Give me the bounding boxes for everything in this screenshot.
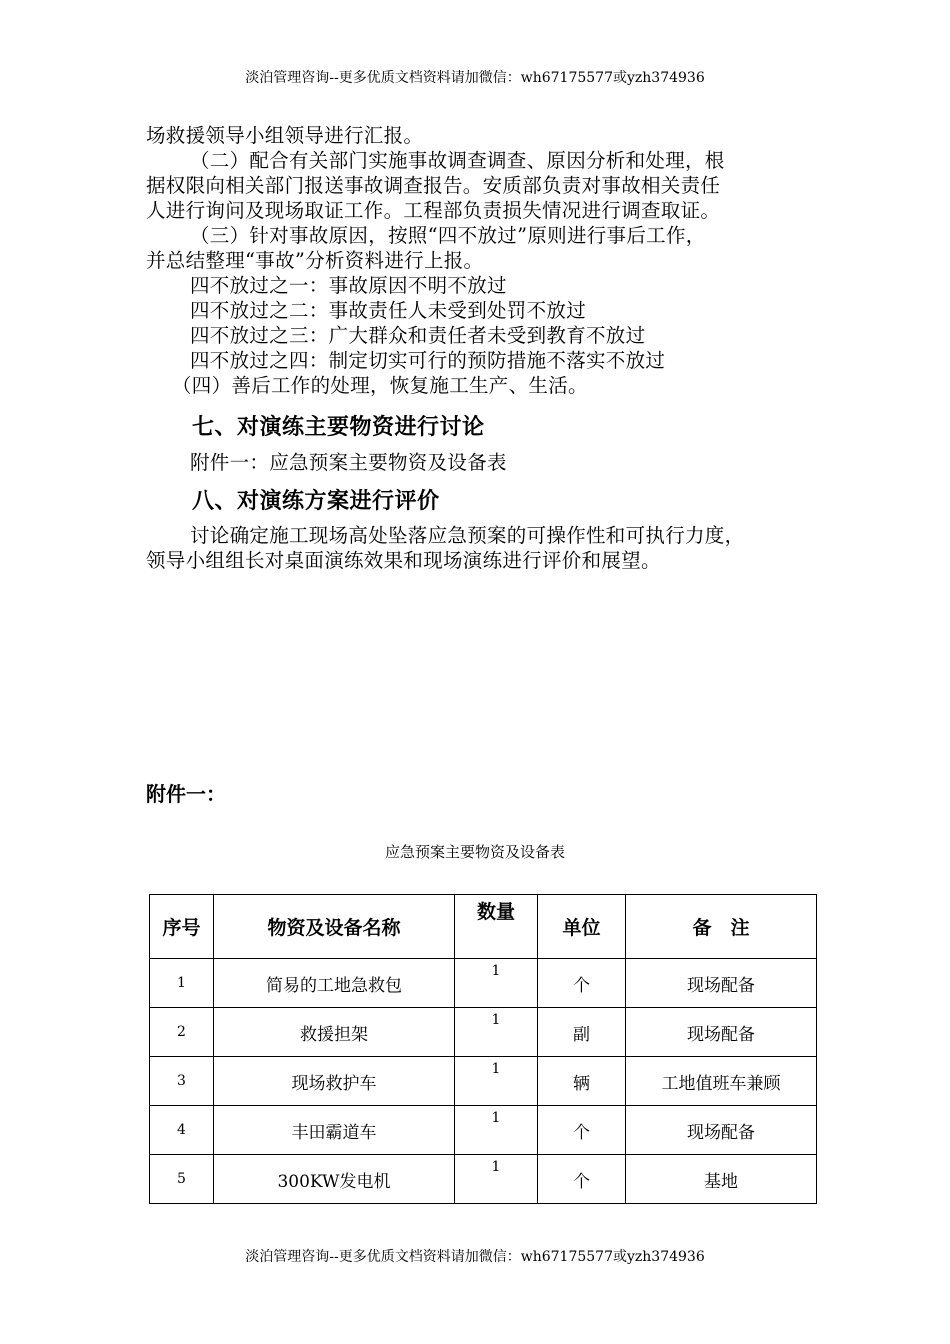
- table-cell: 现场配备: [626, 959, 817, 1008]
- table-row: [150, 1057, 817, 1106]
- table-cell: 简易的工地急救包: [214, 959, 455, 1008]
- table-cell: 现场配备: [626, 1106, 817, 1155]
- paragraph-line: 并总结整理“事故”分析资料进行上报。: [146, 249, 484, 272]
- paragraph-line: 人进行询问及现场取证工作。工程部负责损失情况进行调查取证。: [146, 199, 721, 222]
- table-row: [150, 1008, 817, 1057]
- header-cell: 备 注: [626, 895, 817, 959]
- paragraph-line: （三）针对事故原因，按照“四不放过”原则进行事后工作，: [190, 224, 706, 247]
- table-cell: 2: [150, 1008, 214, 1057]
- paragraph-line: 四不放过之三：广大群众和责任者未受到教育不放过: [190, 324, 646, 347]
- table-cell: 基地: [626, 1155, 817, 1204]
- paragraph-line: 附件一：应急预案主要物资及设备表: [190, 451, 507, 474]
- header-cell: 序号: [150, 895, 214, 959]
- paragraph-line: 四不放过之一：事故原因不明不放过: [190, 274, 507, 297]
- table-cell: 个: [538, 959, 626, 1008]
- paragraph-line: 据权限向相关部门报送事故调查报告。安质部负责对事故相关责任: [146, 174, 721, 197]
- table-cell: 1: [150, 959, 214, 1008]
- header-cell: 单位: [538, 895, 626, 959]
- header-cell: 物资及设备名称: [214, 895, 455, 959]
- table-cell: 300KW发电机: [214, 1155, 455, 1204]
- table-row: [150, 1106, 817, 1155]
- paragraph-line: （二）配合有关部门实施事故调查调查、原因分析和处理，根: [190, 149, 725, 172]
- table-cell: 个: [538, 1106, 626, 1155]
- table-cell: 3: [150, 1057, 214, 1106]
- table-cell: 4: [150, 1106, 214, 1155]
- paragraph-line: 四不放过之二：事故责任人未受到处罚不放过: [190, 299, 587, 322]
- table-cell: 现场配备: [626, 1008, 817, 1057]
- paragraph-line: 讨论确定施工现场高处坠落应急预案的可操作性和可执行力度，: [190, 524, 745, 547]
- materials-table: [149, 894, 817, 1204]
- section-heading-7: 七、对演练主要物资进行讨论: [192, 415, 485, 440]
- table-row: [150, 959, 817, 1008]
- paragraph-line: 领导小组组长对桌面演练效果和现场演练进行评价和展望。: [146, 549, 661, 572]
- table-cell: 工地值班车兼顾: [626, 1057, 817, 1106]
- section-heading-8: 八、对演练方案进行评价: [192, 489, 440, 514]
- table-cell: 1: [455, 1057, 538, 1106]
- table-cell: 1: [455, 1106, 538, 1155]
- table-cell: 救援担架: [214, 1008, 455, 1057]
- table-row: [150, 1155, 817, 1204]
- table-cell: 副: [538, 1008, 626, 1057]
- table-cell: 1: [455, 1008, 538, 1057]
- table-cell: 辆: [538, 1057, 626, 1106]
- page-footer: 淡泊管理咨询--更多优质文档资料请加微信：wh67175577或yzh374936: [245, 1249, 705, 1265]
- paragraph-line: （四）善后工作的处理，恢复施工生产、生活。: [172, 374, 588, 397]
- attachment-label: 附件一：: [146, 782, 226, 806]
- table-cell: 丰田霸道车: [214, 1106, 455, 1155]
- table-cell: 5: [150, 1155, 214, 1204]
- page-header: 淡泊管理咨询--更多优质文档资料请加微信：wh67175577或yzh374936: [245, 70, 705, 86]
- header-cell: 数量: [455, 895, 538, 959]
- paragraph-line: 四不放过之四：制定切实可行的预防措施不落实不放过: [190, 349, 666, 372]
- paragraph-line: 场救援领导小组领导进行汇报。: [146, 124, 424, 147]
- table-caption: 应急预案主要物资及设备表: [384, 843, 565, 861]
- table-header-row: [150, 895, 817, 959]
- table-cell: 个: [538, 1155, 626, 1204]
- table-cell: 1: [455, 1155, 538, 1204]
- table-cell: 现场救护车: [214, 1057, 455, 1106]
- table-cell: 1: [455, 959, 538, 1008]
